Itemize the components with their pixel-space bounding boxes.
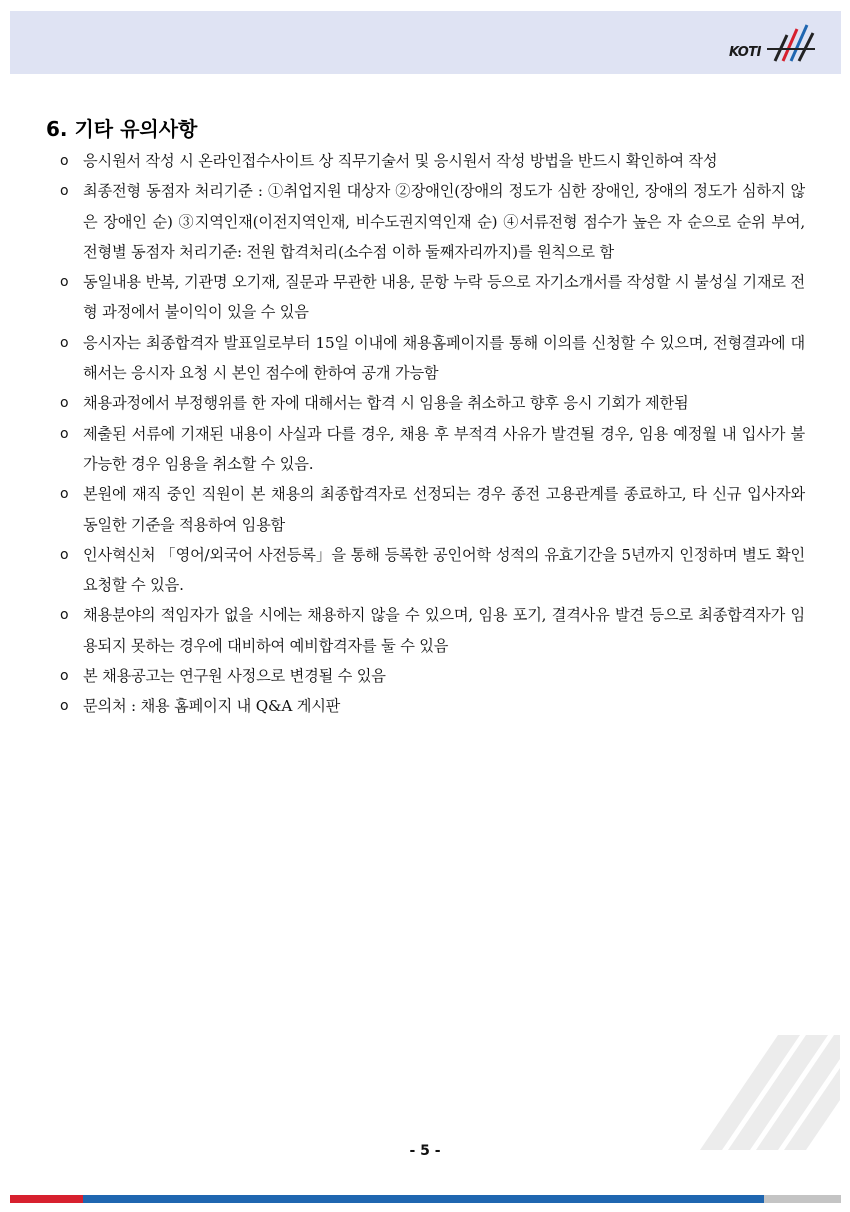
list-item [60,419,805,480]
list-item-text: 동일내용 반복, 기관명 오기재, 질문과 무관한 내용, 문항 누락 등으로 자기소개서를 작성할 시 불성실 기재로 전형 과정에서 불이익이 있을 수 있음 [83,273,805,322]
footer-blue-segment [83,1195,764,1203]
footer-red-segment [10,1195,83,1203]
list-item-text: 제출된 서류에 기재된 내용이 사실과 다를 경우, 채용 후 부적격 사유가 발견될 경우, 임용 예정월 내 입사가 불가능한 경우 임용을 취소할 수 있음. [83,424,805,473]
list-item [60,146,805,176]
diagonal-stripes-watermark-icon [700,1035,840,1150]
page-number: - 5 - [409,1143,441,1159]
bullet-icon: o [60,334,69,351]
section-title: 6. 기타 유의사항 [46,117,198,141]
bullet-icon: o [60,425,69,442]
list-item-text: 채용과정에서 부정행위를 한 자에 대해서는 합격 시 임용을 취소하고 향후 응시 기회가 제한됨 [83,394,689,413]
list-item-text: 응시자는 최종합격자 발표일로부터 15일 이내에 채용홈페이지를 통해 이의를 신청할 수 있으며, 전형결과에 대해서는 응시자 요청 시 본인 점수에 한하여 공개 가능함 [83,333,805,383]
bullet-icon: o [60,486,69,503]
list-item [60,479,805,540]
list-item-text: 인사혁신처 「영어/외국어 사전등록」을 통해 등록한 공인어학 성적의 유효기간을 5년까지 인정하며 별도 확인 요청할 수 있음. [83,545,805,595]
list-item-text: 채용분야의 적임자가 없을 시에는 채용하지 않을 수 있으며, 임용 포기, 결격사유 발견 등으로 최종합격자가 임용되지 못하는 경우에 대비하여 예비합격자를 둘 수 있음 [83,606,805,655]
bullet-icon: o [60,153,69,169]
bullet-icon: o [60,395,69,412]
bullet-icon: o [60,183,69,200]
logo-text: KOTI [729,45,761,60]
list-item [60,691,805,721]
list-item-text: 본원에 재직 중인 직원이 본 채용의 최종합격자로 선정되는 경우 종전 고용관계를 종료하고, 타 신규 입사자와 동일한 기준을 적용하여 임용함 [83,485,805,534]
notes-list [60,146,805,722]
list-item-text: 문의처 : 채용 홈페이지 내 Q&A 게시판 [83,697,341,716]
list-item-text: 본 채용공고는 연구원 사정으로 변경될 수 있음 [83,667,386,686]
list-item [60,540,805,601]
logo-stripes-icon [729,21,819,66]
footer-bar [10,1195,841,1203]
list-item [60,388,805,418]
list-item [60,267,805,328]
list-item [60,176,805,267]
list-item-text: 응시원서 작성 시 온라인접수사이트 상 직무기술서 및 응시원서 작성 방법을 반드시 확인하여 작성 [83,152,718,170]
footer-gray-segment [764,1195,841,1203]
bullet-icon: o [60,546,69,563]
bullet-icon: o [60,698,69,715]
list-item-text: 최종전형 동점자 처리기준 : ①취업지원 대상자 ②장애인(장애의 정도가 심한 장애인, 장애의 정도가 심하지 않은 장애인 순) ③지역인재(이전지역인재, 비수도권지역인재 순) ④서류전형 점수가 높은 자 순으로 순위 부여, 전형별 동점자 처리기준: 전원 합격처리(소수점 이하 둘째자리까지)를 원칙으로 함 [83,182,805,261]
bullet-icon: o [60,607,69,624]
bullet-icon: o [60,668,69,685]
bullet-icon: o [60,274,69,291]
header-bar [10,11,841,74]
koti-logo [729,21,819,66]
list-item [60,600,805,661]
list-item [60,328,805,389]
list-item [60,661,805,691]
